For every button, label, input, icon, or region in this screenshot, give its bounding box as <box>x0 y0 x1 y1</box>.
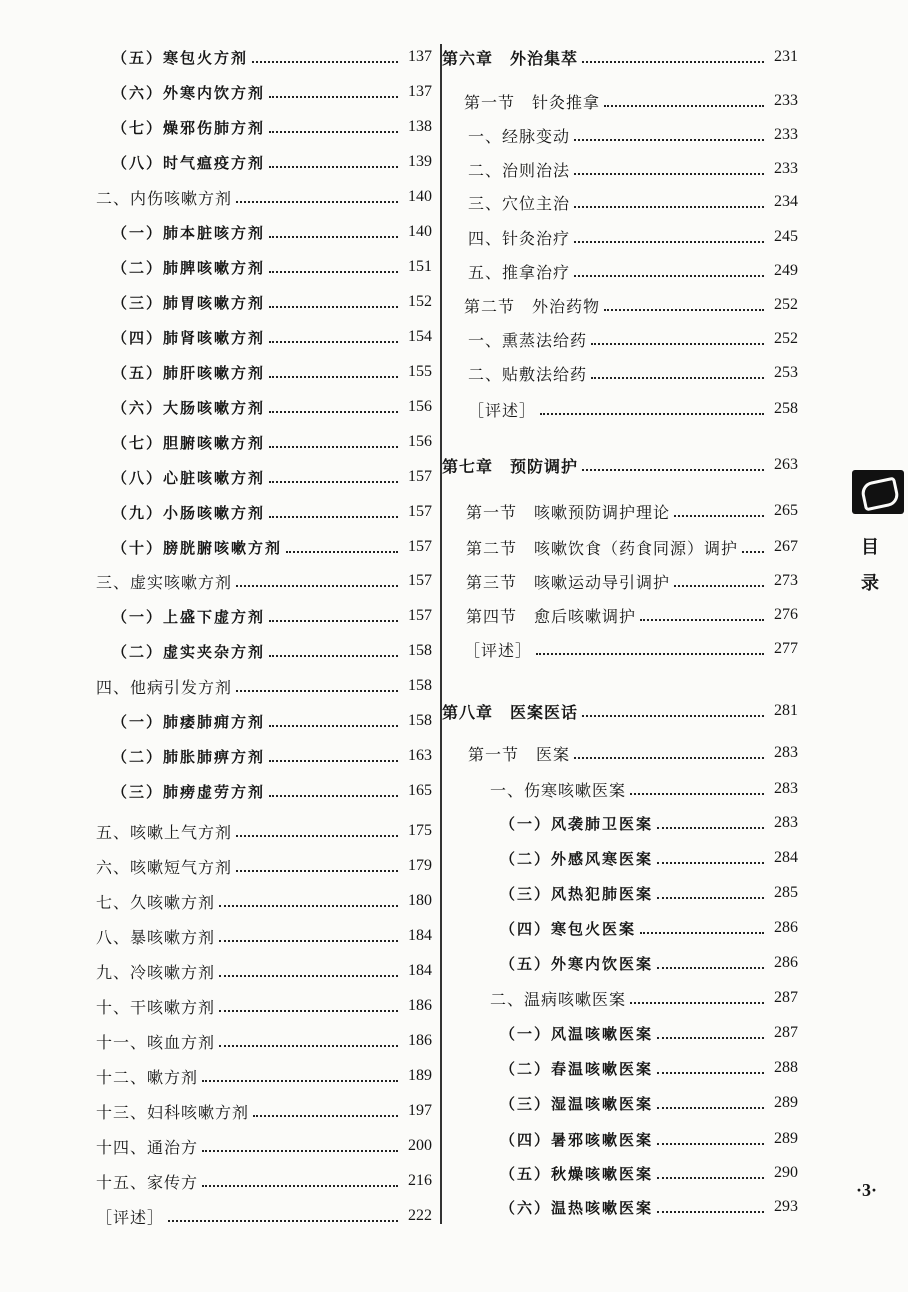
toc-entry-title: 第一节 咳嗽预防调护理论 <box>466 502 671 522</box>
toc-entry-title: （五）外寒内饮医案 <box>500 954 654 973</box>
dot-leader <box>574 757 764 759</box>
toc-entry-page: 157 <box>408 572 432 589</box>
dot-leader <box>269 411 398 413</box>
toc-entry <box>466 602 798 628</box>
dot-leader <box>657 967 764 969</box>
toc-entry-page: 137 <box>408 48 432 65</box>
toc-entry-title: 一、伤寒咳嗽医案 <box>490 780 627 800</box>
dot-leader <box>253 1115 398 1117</box>
toc-entry-page: 200 <box>408 1137 432 1154</box>
toc-entry-page: 289 <box>774 1094 798 1111</box>
toc-entry-title: 十二、嗽方剂 <box>96 1067 199 1087</box>
toc-entry <box>500 845 798 871</box>
toc-entry <box>96 818 432 844</box>
toc-entry-page: 216 <box>408 1172 432 1189</box>
toc-entry-page: 233 <box>774 92 798 109</box>
dragon-emblem-icon <box>852 470 904 514</box>
toc-entry <box>112 638 432 664</box>
dot-leader <box>582 61 764 63</box>
dot-leader <box>269 376 398 378</box>
toc-entry <box>112 394 432 420</box>
toc-entry <box>96 1168 432 1194</box>
toc-entry-title: （八）时气瘟疫方剂 <box>112 153 266 172</box>
toc-entry-page: 290 <box>774 1164 798 1181</box>
toc-entry <box>468 258 798 284</box>
toc-entry-title: （三）肺胃咳嗽方剂 <box>112 293 266 312</box>
toc-entry-title: （一）风袭肺卫医案 <box>500 814 654 833</box>
toc-entry-title: （六）外寒内饮方剂 <box>112 83 266 102</box>
toc-entry-page: 286 <box>774 919 798 936</box>
toc-entry <box>112 44 432 70</box>
toc-entry <box>500 1020 798 1046</box>
toc-entry-page: 186 <box>408 1032 432 1049</box>
toc-entry-page: 283 <box>774 780 798 797</box>
dot-leader <box>657 897 764 899</box>
dot-leader <box>582 469 764 471</box>
toc-entry-page: 197 <box>408 1102 432 1119</box>
toc-entry-title: 三、虚实咳嗽方剂 <box>96 572 233 592</box>
toc-entry-title: 第八章 医案医话 <box>442 702 579 722</box>
toc-entry-title: 一、熏蒸法给药 <box>468 330 588 350</box>
toc-entry <box>112 534 432 560</box>
toc-entry-page: 175 <box>408 822 432 839</box>
toc-entry <box>442 698 798 724</box>
toc-entry-title: （三）肺痨虚劳方剂 <box>112 782 266 801</box>
dot-leader <box>269 446 398 448</box>
toc-entry <box>500 1194 798 1220</box>
toc-entry-title: （四）肺肾咳嗽方剂 <box>112 328 266 347</box>
dot-leader <box>168 1220 398 1222</box>
toc-entry-title: （四）寒包火医案 <box>500 919 637 938</box>
dot-leader <box>269 271 398 273</box>
toc-entry-page: 277 <box>774 640 798 657</box>
toc-entry-title: （二）肺脾咳嗽方剂 <box>112 258 266 277</box>
toc-entry <box>96 568 432 594</box>
toc-entry-title: （二）春温咳嗽医案 <box>500 1059 654 1078</box>
toc-entry-title: （八）心脏咳嗽方剂 <box>112 468 266 487</box>
dot-leader <box>269 306 398 308</box>
toc-entry-page: 245 <box>774 228 798 245</box>
toc-entry <box>96 1063 432 1089</box>
toc-entry-page: 189 <box>408 1067 432 1084</box>
dot-leader <box>236 835 398 837</box>
dot-leader <box>657 827 764 829</box>
toc-entry-page: 253 <box>774 364 798 381</box>
toc-entry <box>112 289 432 315</box>
toc-entry-title: （二）外感风寒医案 <box>500 849 654 868</box>
toc-entry-title: （五）秋燥咳嗽医案 <box>500 1164 654 1183</box>
toc-entry-title: （一）肺痿肺痈方剂 <box>112 712 266 731</box>
toc-entry <box>96 923 432 949</box>
dot-leader <box>536 653 764 655</box>
toc-entry-title: 二、内伤咳嗽方剂 <box>96 188 233 208</box>
toc-entry-page: 138 <box>408 118 432 135</box>
toc-entry-title: 二、温病咳嗽医案 <box>490 989 627 1009</box>
toc-entry-page: 158 <box>408 712 432 729</box>
toc-entry <box>500 1055 798 1081</box>
dot-leader <box>202 1185 398 1187</box>
toc-entry-title: （六）大肠咳嗽方剂 <box>112 398 266 417</box>
toc-entry-page: 233 <box>774 126 798 143</box>
toc-entry-title: 二、贴敷法给药 <box>468 364 588 384</box>
toc-entry-title: 三、穴位主治 <box>468 193 571 213</box>
dot-leader <box>582 715 764 717</box>
toc-entry-title: （四）暑邪咳嗽医案 <box>500 1130 654 1149</box>
toc-entry <box>112 429 432 455</box>
dot-leader <box>269 620 398 622</box>
toc-entry-title: 第一节 针灸推拿 <box>464 92 601 112</box>
toc-entry-page: 152 <box>408 293 432 310</box>
dot-leader <box>657 1072 764 1074</box>
dot-leader <box>219 1045 398 1047</box>
toc-entry <box>466 568 798 594</box>
dot-leader <box>674 515 764 517</box>
dot-leader <box>574 139 764 141</box>
toc-entry-title: （一）肺本脏咳方剂 <box>112 223 266 242</box>
dot-leader <box>236 870 398 872</box>
dot-leader <box>674 585 764 587</box>
dot-leader <box>574 173 764 175</box>
toc-entry <box>468 396 798 422</box>
toc-entry-title: 七、久咳嗽方剂 <box>96 892 216 912</box>
toc-entry-title: 第二节 咳嗽饮食（药食同源）调护 <box>466 538 739 558</box>
toc-entry <box>112 219 432 245</box>
toc-entry <box>468 360 798 386</box>
toc-entry-page: 156 <box>408 433 432 450</box>
toc-entry-title: （二）肺胀肺痹方剂 <box>112 747 266 766</box>
dot-leader <box>540 413 764 415</box>
toc-entry <box>96 1203 432 1229</box>
toc-entry <box>500 1126 798 1152</box>
toc-entry-page: 281 <box>774 702 798 719</box>
toc-entry-title: （五）肺肝咳嗽方剂 <box>112 363 266 382</box>
side-tab-label <box>858 530 882 602</box>
toc-entry-page: 286 <box>774 954 798 971</box>
dot-leader <box>657 1177 764 1179</box>
toc-entry-title: （一）风温咳嗽医案 <box>500 1024 654 1043</box>
toc-entry-page: 287 <box>774 989 798 1006</box>
toc-entry-title: 第二节 外治药物 <box>464 296 601 316</box>
toc-entry-title: 十、干咳嗽方剂 <box>96 997 216 1017</box>
dot-leader <box>742 551 764 553</box>
toc-entry-title: 五、咳嗽上气方剂 <box>96 822 233 842</box>
toc-entry <box>442 44 798 70</box>
toc-entry-page: 184 <box>408 927 432 944</box>
dot-leader <box>252 61 398 63</box>
toc-entry-page: 222 <box>408 1207 432 1224</box>
toc-entry <box>490 776 798 802</box>
dot-leader <box>236 690 398 692</box>
toc-entry <box>112 464 432 490</box>
toc-entry-title: 六、咳嗽短气方剂 <box>96 857 233 877</box>
toc-entry-page: 289 <box>774 1130 798 1147</box>
toc-entry-page: 184 <box>408 962 432 979</box>
toc-entry-title: （三）风热犯肺医案 <box>500 884 654 903</box>
toc-entry-page: 252 <box>774 296 798 313</box>
toc-entry-page: 155 <box>408 363 432 380</box>
dot-leader <box>269 760 398 762</box>
dot-leader <box>269 236 398 238</box>
toc-entry-title: （六）温热咳嗽医案 <box>500 1198 654 1217</box>
toc-entry <box>468 122 798 148</box>
toc-entry-page: 139 <box>408 153 432 170</box>
dot-leader <box>604 105 764 107</box>
toc-entry <box>500 1160 798 1186</box>
dot-leader <box>574 275 764 277</box>
dot-leader <box>236 201 398 203</box>
toc-entry-page: 137 <box>408 83 432 100</box>
toc-entry-title: 八、暴咳嗽方剂 <box>96 927 216 947</box>
toc-entry-page: 165 <box>408 782 432 799</box>
dot-leader <box>630 1002 764 1004</box>
toc-entry-page: 249 <box>774 262 798 279</box>
toc-entry-title: 四、针灸治疗 <box>468 228 571 248</box>
page-number: ·3· <box>856 1180 878 1200</box>
toc-entry-page: 158 <box>408 677 432 694</box>
toc-entry-page: 156 <box>408 398 432 415</box>
toc-entry-page: 284 <box>774 849 798 866</box>
toc-entry <box>96 958 432 984</box>
toc-entry <box>500 810 798 836</box>
toc-entry-title: 第一节 医案 <box>468 744 571 764</box>
toc-entry-page: 234 <box>774 193 798 210</box>
side-label-top: 目 <box>861 537 879 558</box>
toc-entry-title: 九、冷咳嗽方剂 <box>96 962 216 982</box>
dot-leader <box>269 166 398 168</box>
dot-leader <box>657 1143 764 1145</box>
toc-entry-page: 154 <box>408 328 432 345</box>
dot-leader <box>269 795 398 797</box>
toc-entry-title: 五、推拿治疗 <box>468 262 571 282</box>
toc-entry-title: （七）胆腑咳嗽方剂 <box>112 433 266 452</box>
toc-entry <box>468 326 798 352</box>
toc-entry-page: 288 <box>774 1059 798 1076</box>
toc-entry <box>112 778 432 804</box>
toc-entry <box>112 359 432 385</box>
dot-leader <box>640 932 764 934</box>
toc-entry-page: 231 <box>774 48 798 65</box>
toc-entry-title: （一）上盛下虚方剂 <box>112 607 266 626</box>
toc-entry <box>96 184 432 210</box>
toc-entry-title: 四、他病引发方剂 <box>96 677 233 697</box>
toc-entry-title: ［评述］ <box>96 1207 165 1227</box>
dot-leader <box>219 1010 398 1012</box>
toc-entry-page: 267 <box>774 538 798 555</box>
toc-entry <box>96 888 432 914</box>
toc-entry-title: 十五、家传方 <box>96 1172 199 1192</box>
toc-entry-page: 276 <box>774 606 798 623</box>
toc-entry-page: 158 <box>408 642 432 659</box>
toc-entry <box>442 452 798 478</box>
dot-leader <box>591 343 764 345</box>
dot-leader <box>657 1107 764 1109</box>
toc-entry <box>112 499 432 525</box>
side-label-bottom: 录 <box>861 573 879 594</box>
dot-leader <box>269 341 398 343</box>
toc-entry-page: 157 <box>408 607 432 624</box>
toc-entry <box>490 985 798 1011</box>
toc-entry <box>96 673 432 699</box>
toc-entry <box>96 853 432 879</box>
toc-entry-title: （二）虚实夹杂方剂 <box>112 642 266 661</box>
toc-entry-title: （九）小肠咳嗽方剂 <box>112 503 266 522</box>
toc-entry <box>468 740 798 766</box>
dot-leader <box>202 1150 398 1152</box>
toc-entry <box>96 1028 432 1054</box>
toc-entry-title: 第七章 预防调护 <box>442 456 579 476</box>
toc-entry-page: 179 <box>408 857 432 874</box>
toc-entry-page: 180 <box>408 892 432 909</box>
toc-entry-title: （十）膀胱腑咳嗽方剂 <box>112 538 283 557</box>
toc-entry-page: 157 <box>408 538 432 555</box>
dot-leader <box>286 551 398 553</box>
toc-entry-page: 157 <box>408 468 432 485</box>
toc-entry-page: 157 <box>408 503 432 520</box>
dot-leader <box>591 377 764 379</box>
dot-leader <box>657 1211 764 1213</box>
toc-entry-title: 二、治则治法 <box>468 160 571 180</box>
toc-entry <box>500 1090 798 1116</box>
toc-entry-page: 283 <box>774 814 798 831</box>
toc-entry-page: 258 <box>774 400 798 417</box>
toc-entry-page: 186 <box>408 997 432 1014</box>
toc-entry-title: （三）湿温咳嗽医案 <box>500 1094 654 1113</box>
toc-entry-title: （五）寒包火方剂 <box>112 48 249 67</box>
toc-entry-title: ［评述］ <box>464 640 533 660</box>
toc-entry-title: 第四节 愈后咳嗽调护 <box>466 606 637 626</box>
toc-entry-page: 233 <box>774 160 798 177</box>
toc-entry <box>112 324 432 350</box>
toc-entry <box>466 498 798 524</box>
toc-entry <box>464 88 798 114</box>
toc-entry <box>468 189 798 215</box>
toc-entry <box>112 743 432 769</box>
toc-entry <box>500 915 798 941</box>
column-divider <box>440 44 442 1224</box>
dot-leader <box>604 309 764 311</box>
dot-leader <box>657 862 764 864</box>
dot-leader <box>269 725 398 727</box>
toc-entry <box>96 1133 432 1159</box>
toc-entry-page: 287 <box>774 1024 798 1041</box>
toc-entry-title: ［评述］ <box>468 400 537 420</box>
dot-leader <box>269 481 398 483</box>
dot-leader <box>219 940 398 942</box>
toc-entry-page: 293 <box>774 1198 798 1215</box>
toc-entry <box>466 534 798 560</box>
toc-entry-title: 十四、通治方 <box>96 1137 199 1157</box>
toc-entry <box>500 950 798 976</box>
toc-entry <box>112 254 432 280</box>
toc-entry <box>468 224 798 250</box>
toc-entry-page: 273 <box>774 572 798 589</box>
dot-leader <box>219 905 398 907</box>
dot-leader <box>269 96 398 98</box>
toc-entry <box>112 114 432 140</box>
toc-entry-page: 252 <box>774 330 798 347</box>
dot-leader <box>202 1080 398 1082</box>
toc-entry <box>500 880 798 906</box>
toc-entry <box>96 993 432 1019</box>
toc-entry-page: 151 <box>408 258 432 275</box>
dot-leader <box>269 131 398 133</box>
toc-entry-page: 263 <box>774 456 798 473</box>
toc-entry-title: 十一、咳血方剂 <box>96 1032 216 1052</box>
toc-entry <box>112 149 432 175</box>
dot-leader <box>269 516 398 518</box>
dot-leader <box>640 619 764 621</box>
dot-leader <box>574 241 764 243</box>
toc-entry-page: 265 <box>774 502 798 519</box>
toc-entry-page: 283 <box>774 744 798 761</box>
toc-entry-title: 第六章 外治集萃 <box>442 48 579 68</box>
toc-entry <box>468 156 798 182</box>
dot-leader <box>219 975 398 977</box>
toc-entry-title: （七）燥邪伤肺方剂 <box>112 118 266 137</box>
toc-entry-page: 140 <box>408 223 432 240</box>
dot-leader <box>236 585 398 587</box>
dot-leader <box>657 1037 764 1039</box>
toc-entry <box>112 708 432 734</box>
dot-leader <box>269 655 398 657</box>
dot-leader <box>574 206 764 208</box>
toc-entry <box>112 603 432 629</box>
toc-entry <box>112 79 432 105</box>
toc-entry-title: 第三节 咳嗽运动导引调护 <box>466 572 671 592</box>
toc-entry <box>96 1098 432 1124</box>
toc-entry-page: 163 <box>408 747 432 764</box>
toc-entry-title: 一、经脉变动 <box>468 126 571 146</box>
toc-entry-page: 285 <box>774 884 798 901</box>
toc-entry-title: 十三、妇科咳嗽方剂 <box>96 1102 250 1122</box>
toc-entry <box>464 292 798 318</box>
dot-leader <box>630 793 764 795</box>
toc-entry <box>464 636 798 662</box>
toc-entry-page: 140 <box>408 188 432 205</box>
